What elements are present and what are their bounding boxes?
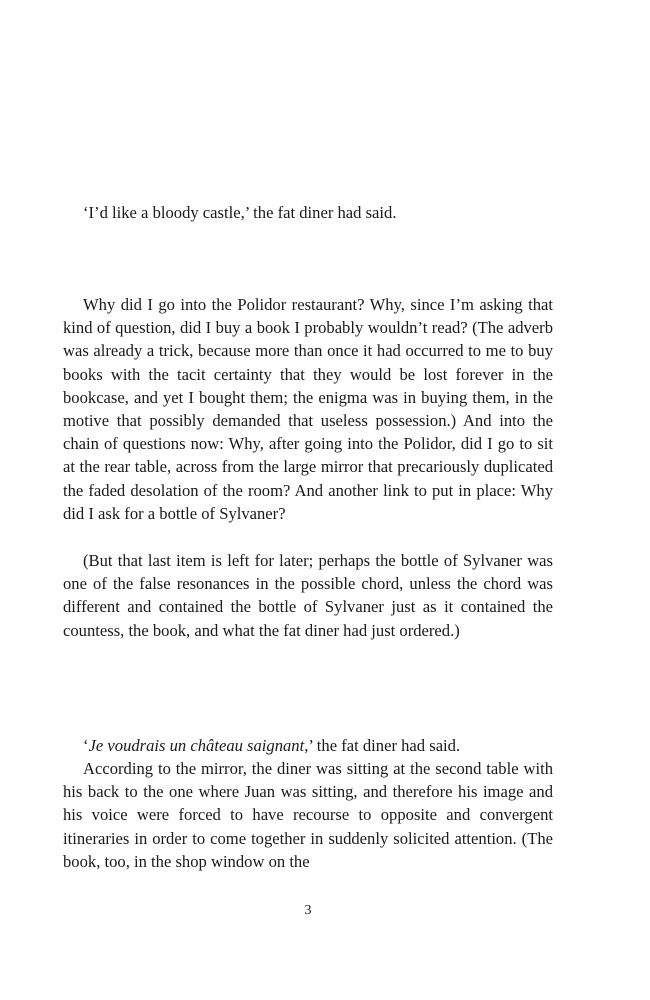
opening-quote-text: ‘I’d like a bloody castle,’ the fat diner had said. (83, 203, 397, 222)
french-quote-italic: Je voudrais un château saignant (88, 736, 305, 755)
opening-quote (63, 201, 553, 224)
french-quote-open: ‘ (83, 736, 89, 755)
french-quote-close: ,’ the fat diner had said. (304, 736, 461, 755)
paragraph-polidor-questions: Why did I go into the Polidor restaurant? Why, since I’m asking that kind of question, did I buy a book I probably wouldn’t read? (The adverb was already a trick, because more than once it had occurred to me to buy books with the tacit certainty that they would be lost forever in the bookcase, and yet I bought them; the enigma was in buying them, in the motive that possibly demanded that useless possession.) And into the chain of questions now: Why, after going into the Polidor, did I go to sit at the rear table, across from the large mirror that precariously duplicated the faded desolation of the room? And another link to put in place: Why did I ask for a bottle of Sylvaner? (63, 295, 553, 523)
page-number: 3 (304, 903, 312, 918)
french-quote (63, 734, 553, 757)
paragraph-mirror: According to the mirror, the diner was sitting at the second table with his back to the one where Juan was sitting, and therefore his image and his voice were forced to have recourse to opposite and convergent itineraries in order to come together in suddenly solicited attention. (The book, too, in the shop window on the (63, 759, 553, 871)
book-page (63, 0, 553, 1000)
paragraph-sylvaner-aside: (But that last item is left for later; perhaps the bottle of Sylvaner was one of the false resonances in the possible chord, unless the chord was different and contained the bottle of Sylvaner just as it contained the countess, the book, and what the fat diner had just ordered.) (63, 551, 553, 640)
